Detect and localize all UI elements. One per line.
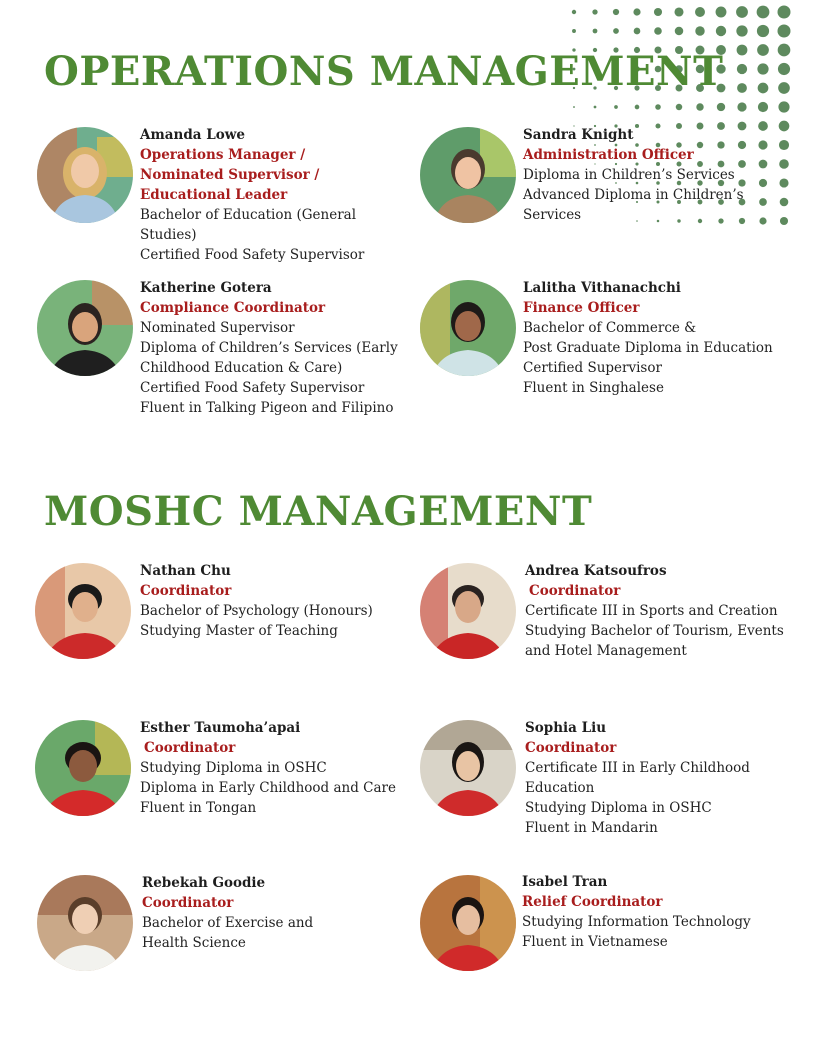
- operations-heading: OPERATIONS MANAGEMENT: [44, 48, 724, 95]
- person-role: Relief Coordinator: [522, 894, 663, 910]
- decoration-dot: [593, 29, 598, 34]
- decoration-dot: [778, 82, 790, 94]
- person-role: Operations Manager / Nominated Supervisor / Educational Leader: [140, 147, 320, 203]
- person-name: Andrea Katsoufros: [525, 563, 667, 579]
- decoration-dot: [736, 25, 747, 36]
- qualification: Certified Food Safety Supervisor: [140, 380, 365, 396]
- qualification: Diploma in Children’s Services: [523, 167, 735, 183]
- decoration-dot: [592, 9, 597, 14]
- person-name: Lalitha Vithanachchi: [523, 280, 681, 296]
- decoration-dot: [758, 102, 768, 112]
- qualification: Bachelor of Education (General Studies): [140, 207, 357, 243]
- decoration-dot: [779, 178, 788, 187]
- avatar: [420, 127, 516, 223]
- person-name: Amanda Lowe: [140, 127, 245, 143]
- qualification: Diploma of Children’s Services (Early Childhood Education & Care): [140, 340, 398, 376]
- qualification: Bachelor of Psychology (Honours): [140, 603, 373, 619]
- qualification: Bachelor of Commerce &: [523, 320, 697, 336]
- qualification: Diploma in Early Childhood and Care: [140, 780, 396, 796]
- avatar: [420, 563, 516, 659]
- decoration-dot: [572, 10, 576, 14]
- decoration-dot: [737, 83, 747, 93]
- qualification: Studying Master of Teaching: [140, 623, 338, 639]
- decoration-dot: [780, 198, 789, 207]
- person-role: Coordinator: [144, 740, 236, 756]
- decoration-dot: [757, 6, 770, 19]
- qualification: Studying Diploma in OSHC: [140, 760, 327, 776]
- person-role: Coordinator: [529, 583, 621, 599]
- decoration-dot: [716, 26, 726, 36]
- avatar: [420, 875, 516, 971]
- avatar: [37, 875, 133, 971]
- decoration-dot: [676, 104, 683, 111]
- decoration-dot: [757, 44, 769, 56]
- avatar: [37, 280, 133, 376]
- decoration-dot: [716, 7, 727, 18]
- avatar: [37, 127, 133, 223]
- qualification: Post Graduate Diploma in Education: [523, 340, 773, 356]
- decoration-dot: [695, 7, 705, 17]
- qualification: Certificate III in Sports and Creation: [525, 603, 778, 619]
- qualification: Fluent in Singhalese: [523, 380, 664, 396]
- person-role: Administration Officer: [523, 147, 694, 163]
- decoration-dot: [675, 27, 684, 36]
- person-role: Compliance Coordinator: [140, 300, 326, 316]
- person-role: Coordinator: [142, 895, 234, 911]
- decoration-dot: [613, 9, 619, 15]
- avatar: [420, 720, 516, 816]
- decoration-dot: [757, 63, 768, 74]
- qualification: Studying Information Technology: [522, 914, 751, 930]
- qualification: Studying Diploma in OSHC: [525, 800, 712, 816]
- decoration-dot: [737, 102, 746, 111]
- qualification: Studying Bachelor of Tourism, Events and Hotel Management: [525, 623, 784, 659]
- decoration-dot: [778, 101, 789, 112]
- avatar: [420, 280, 516, 376]
- person-name: Isabel Tran: [522, 874, 608, 890]
- decoration-dot: [779, 159, 789, 169]
- decoration-dot: [737, 64, 747, 74]
- person-name: Nathan Chu: [140, 563, 231, 579]
- decoration-dot: [778, 6, 791, 19]
- qualification: Certificate III in Early Childhood Education: [525, 760, 750, 796]
- person-name: Sophia Liu: [525, 720, 607, 736]
- qualification: Fluent in Mandarin: [525, 820, 658, 836]
- decoration-dot: [780, 217, 788, 225]
- person-role: Finance Officer: [523, 300, 640, 316]
- decoration-dot: [779, 140, 789, 150]
- avatar: [35, 720, 131, 816]
- decoration-dot: [594, 106, 597, 109]
- qualification: Fluent in Talking Pigeon and Filipino: [140, 400, 394, 416]
- decoration-dot: [757, 25, 769, 37]
- decoration-dot: [654, 27, 662, 35]
- decoration-dot: [654, 8, 662, 16]
- decoration-dot: [695, 26, 704, 35]
- qualification: Certified Food Safety Supervisor: [140, 247, 365, 263]
- decoration-dot: [573, 106, 575, 108]
- decoration-dot: [614, 105, 618, 109]
- decoration-dot: [674, 7, 683, 16]
- qualification: Fluent in Tongan: [140, 800, 257, 816]
- decoration-dot: [778, 25, 791, 38]
- decoration-dot: [633, 8, 640, 15]
- decoration-dot: [737, 45, 748, 56]
- decoration-dot: [572, 29, 576, 33]
- person-role: Coordinator: [525, 740, 617, 756]
- decoration-dot: [655, 104, 661, 110]
- decoration-dot: [635, 105, 640, 110]
- decoration-dot: [778, 63, 790, 75]
- qualification: Fluent in Vietnamese: [522, 934, 668, 950]
- qualification: Certified Supervisor: [523, 360, 662, 376]
- decoration-dot: [717, 103, 725, 111]
- qualification: Bachelor of Exercise and Health Science: [142, 915, 314, 951]
- decoration-dot: [736, 6, 748, 18]
- moshc-heading: MOSHC MANAGEMENT: [44, 488, 593, 535]
- decoration-dot: [758, 83, 769, 94]
- decoration-dot: [696, 103, 703, 110]
- decoration-dot: [634, 28, 641, 35]
- person-name: Katherine Gotera: [140, 280, 272, 296]
- decoration-dot: [779, 121, 790, 132]
- qualification: Nominated Supervisor: [140, 320, 295, 336]
- qualification: Advanced Diploma in Children’s Services: [523, 187, 744, 223]
- person-role: Coordinator: [140, 583, 232, 599]
- person-name: Rebekah Goodie: [142, 875, 266, 891]
- avatar: [35, 563, 131, 659]
- decoration-dot: [613, 28, 619, 34]
- decoration-dot: [778, 44, 791, 57]
- person-name: Sandra Knight: [523, 127, 634, 143]
- person-name: Esther Taumoha’apai: [140, 720, 301, 736]
